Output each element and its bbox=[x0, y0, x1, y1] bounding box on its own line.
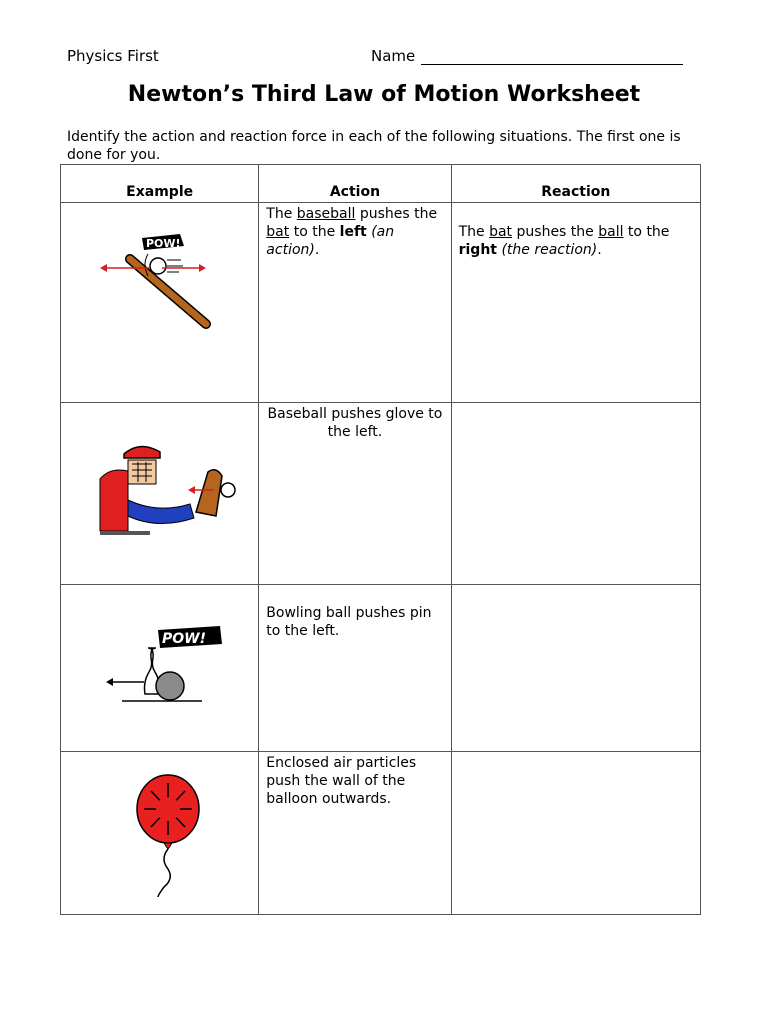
instructions-text: Identify the action and reaction force in each of the following situations. The first one is done for you. bbox=[67, 129, 681, 163]
column-header-example: Example bbox=[61, 165, 259, 203]
example-cell bbox=[61, 403, 259, 585]
table-row bbox=[61, 203, 701, 403]
table-row bbox=[61, 585, 701, 752]
worksheet-title: Newton’s Third Law of Motion Worksheet bbox=[127, 82, 641, 107]
column-header-action: Action bbox=[259, 165, 451, 203]
action-cell bbox=[259, 585, 451, 752]
action-text: Bowling ball pushes pin to the left. bbox=[266, 605, 432, 639]
reaction-cell[interactable] bbox=[451, 585, 700, 752]
reaction-cell[interactable] bbox=[451, 752, 700, 915]
reaction-cell[interactable] bbox=[451, 203, 700, 403]
pow-text: POW! bbox=[162, 631, 206, 647]
name-blank-line[interactable] bbox=[421, 48, 683, 65]
table-row bbox=[61, 403, 701, 585]
example-cell bbox=[61, 752, 259, 915]
pow-text: POW! bbox=[146, 237, 181, 250]
catcher-glove-icon bbox=[62, 404, 257, 584]
reaction-text[interactable] bbox=[453, 586, 699, 587]
reaction-cell[interactable] bbox=[451, 403, 700, 585]
table-header-row bbox=[61, 165, 701, 203]
action-cell bbox=[259, 752, 451, 915]
baseball-bat-pow-icon bbox=[62, 204, 257, 402]
column-header-reaction: Reaction bbox=[451, 165, 700, 203]
name-label: Name bbox=[371, 47, 416, 65]
example-cell bbox=[61, 585, 259, 752]
reaction-text: The bat pushes the ball to the right (the reaction). bbox=[458, 224, 670, 258]
action-text: The baseball pushes the bat to the left (an action). bbox=[266, 206, 438, 258]
worksheet-table bbox=[60, 164, 701, 915]
name-field[interactable] bbox=[371, 47, 683, 65]
course-label: Physics First bbox=[67, 47, 159, 65]
reaction-text[interactable] bbox=[453, 404, 699, 405]
reaction-text[interactable] bbox=[453, 753, 699, 754]
bowling-pin-ball-icon bbox=[62, 586, 257, 751]
red-balloon-icon bbox=[62, 753, 257, 914]
action-text: Enclosed air particles push the wall of the balloon outwards. bbox=[266, 755, 417, 807]
table-row bbox=[61, 752, 701, 915]
action-text: Baseball pushes glove to the left. bbox=[267, 406, 443, 440]
example-cell bbox=[61, 203, 259, 403]
action-cell bbox=[259, 403, 451, 585]
action-cell bbox=[259, 203, 451, 403]
